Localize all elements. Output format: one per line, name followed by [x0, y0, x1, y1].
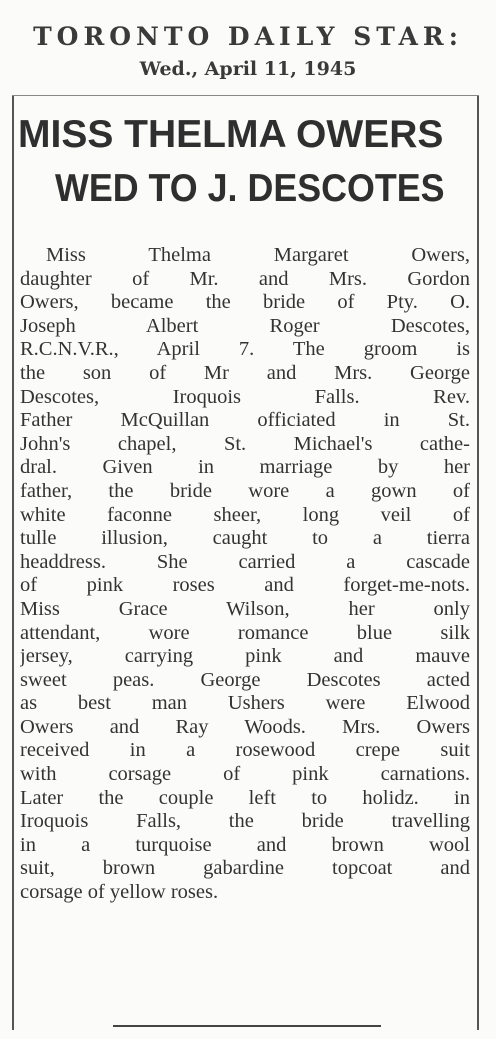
body-line: Owers, became the bride of Pty. O.	[20, 291, 470, 314]
body-line: headdress. She carried a cascade	[20, 550, 470, 573]
left-column-rule	[12, 96, 14, 1030]
right-column-rule	[477, 96, 479, 1030]
body-line: John's chapel, St. Michael's cathe-	[20, 432, 470, 455]
masthead-date: Wed., April 11, 1945	[139, 58, 357, 80]
body-line: the son of Mr and Mrs. George	[20, 361, 470, 384]
body-line: with corsage of pink carnations.	[20, 763, 470, 786]
body-line: Joseph Albert Roger Descotes,	[20, 314, 470, 337]
masthead-paper-name: TORONTO DAILY STAR:	[33, 22, 463, 51]
headline-line-2: WED TO J. DESCOTES	[55, 167, 445, 210]
body-line: attendant, wore romance blue silk	[20, 621, 470, 644]
body-line: Later the couple left to holidz. in	[20, 786, 470, 809]
body-line: Descotes, Iroquois Falls. Rev.	[20, 385, 470, 408]
end-of-article-rule	[113, 1025, 381, 1027]
body-line: as best man Ushers were Elwood	[20, 692, 470, 715]
body-line: sweet peas. George Descotes acted	[20, 668, 470, 691]
body-line: Miss Grace Wilson, her only	[20, 597, 470, 620]
body-line: father, the bride wore a gown of	[20, 479, 470, 502]
body-line: Miss Thelma Margaret Owers,	[46, 244, 470, 266]
body-line: of pink roses and forget-me-nots.	[20, 574, 470, 597]
body-line: R.C.N.V.R., April 7. The groom is	[20, 338, 470, 361]
body-line: in a turquoise and brown wool	[20, 833, 470, 856]
body-line: jersey, carrying pink and mauve	[20, 645, 470, 668]
article-body	[20, 244, 470, 905]
body-line: received in a rosewood crepe suit	[20, 739, 470, 762]
body-line: suit, brown gabardine topcoat and	[20, 857, 470, 880]
body-line: corsage of yellow roses.	[20, 881, 219, 904]
body-line: dral. Given in marriage by her	[20, 456, 470, 479]
body-line: Owers and Ray Woods. Mrs. Owers	[20, 715, 470, 738]
body-line: tulle illusion, caught to a tierra	[20, 527, 470, 550]
body-line: Father McQuillan officiated in St.	[20, 409, 470, 432]
top-rule	[12, 95, 479, 96]
headline-line-1: MISS THELMA OWERS	[18, 113, 444, 156]
body-line: daughter of Mr. and Mrs. Gordon	[20, 267, 470, 290]
body-line: white faconne sheer, long veil of	[20, 503, 470, 526]
body-line: Iroquois Falls, the bride travelling	[20, 810, 470, 833]
